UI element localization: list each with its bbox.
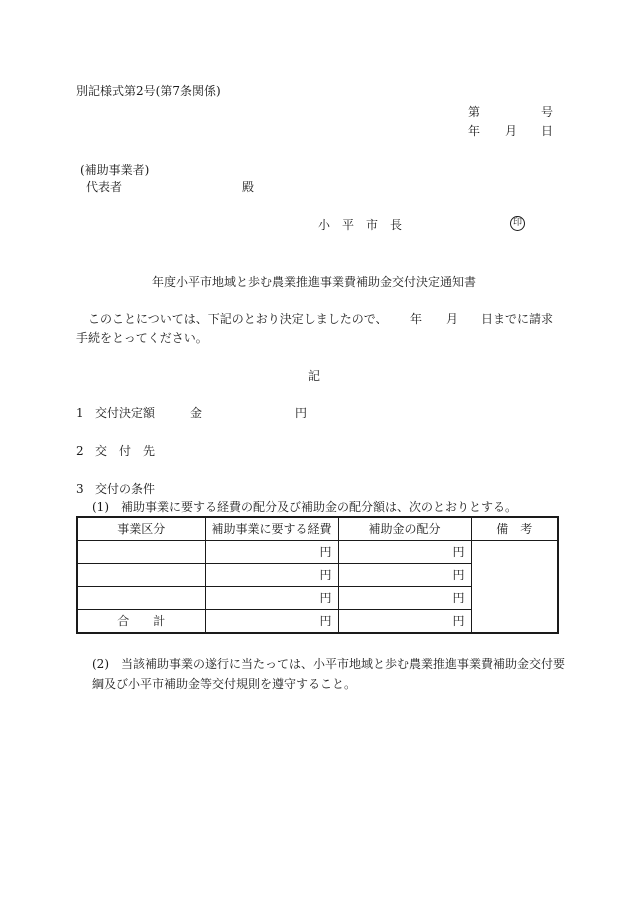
row-label [77,541,205,564]
header-remarks: 備 考 [471,517,558,541]
header-business-category: 事業区分 [77,517,205,541]
row-cost: 円 [205,587,338,610]
form-reference: 別記様式第2号(第7条関係) [76,84,221,98]
doc-number-suffix: 号 [541,105,554,119]
issuer-name: 小 平 市 長 [318,218,403,232]
recipient-role: (補助事業者) [80,163,150,177]
table-header-row [77,517,558,541]
seal-mark: 印 [510,216,525,231]
row-subsidy: 円 [338,541,471,564]
doc-number-prefix: 第 [468,105,481,119]
allocation-table [76,516,559,634]
total-subsidy: 円 [338,610,471,634]
item2-number: 2 [76,444,84,458]
row-subsidy: 円 [338,564,471,587]
condition-1-text: (1) 補助事業に要する経費の配分及び補助金の配分額は、次のとおりとする。 [92,500,518,514]
date-day: 日 [541,124,554,138]
header-project-cost: 補助事業に要する経費 [205,517,338,541]
condition-2-line1: (2) 当該補助事業の遂行に当たっては、小平市地域と歩む農業推進事業費補助金交付要 [92,657,566,671]
ki-heading: 記 [308,369,321,383]
row-subsidy: 円 [338,587,471,610]
condition-2-line2: 綱及び小平市補助金等交付規則を遵守すること。 [92,677,357,691]
body-year: 年 [410,312,423,326]
total-cost: 円 [205,610,338,634]
row-label [77,587,205,610]
item1-kin: 金 [190,406,203,420]
body-line2: 手続をとってください。 [76,331,208,345]
item2-label: 交 付 先 [95,444,156,458]
total-label: 合 計 [77,610,205,634]
row-cost: 円 [205,541,338,564]
item1-label: 交付決定額 [95,406,156,420]
item3-number: 3 [76,482,84,496]
recipient-title: 代表者 [86,180,123,194]
item3-label: 交付の条件 [95,482,156,496]
body-month: 月 [446,312,459,326]
body-line1-a: このことについては、下記のとおり決定しましたので、 [88,312,388,326]
body-line1-b: 日までに請求 [481,312,554,326]
row-label [77,564,205,587]
remarks-cell [471,541,558,634]
item1-yen: 円 [295,406,308,420]
row-cost: 円 [205,564,338,587]
document-title: 年度小平市地域と歩む農業推進事業費補助金交付決定通知書 [152,275,477,289]
item1-number: 1 [76,406,84,420]
recipient-honorific: 殿 [242,180,255,194]
table-row [77,541,558,564]
date-year: 年 [468,124,481,138]
date-month: 月 [505,124,518,138]
header-subsidy-allocation: 補助金の配分 [338,517,471,541]
